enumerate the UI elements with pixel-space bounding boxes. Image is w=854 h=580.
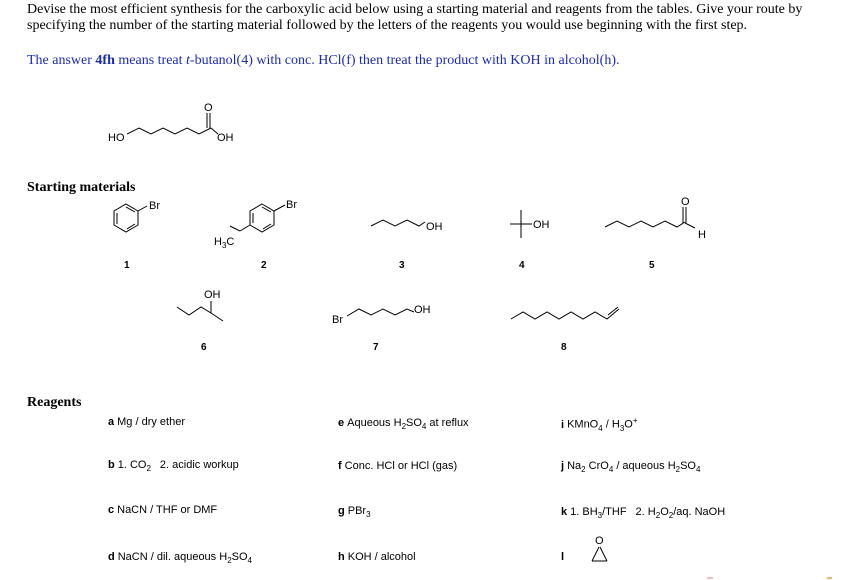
edge-mark bbox=[827, 577, 832, 579]
example-answer bbox=[27, 53, 620, 69]
reagent-j-sub2: 4 bbox=[608, 465, 614, 475]
reagent-j-text4: SO bbox=[680, 460, 696, 472]
reagent-k-part2c: /aq. NaOH bbox=[673, 506, 726, 518]
answer-t: t bbox=[186, 53, 190, 68]
sm-number-4: 4 bbox=[519, 260, 525, 271]
reagent-h-text: KOH / alcohol bbox=[347, 551, 416, 563]
sm2-ch3-label: $H_3C$ bbox=[214, 236, 235, 250]
reagent-b-key: b bbox=[108, 459, 115, 471]
reagent-g-text: PBr bbox=[347, 505, 367, 517]
reagent-j-text: Na bbox=[567, 460, 582, 472]
sm-number-1: 1 bbox=[124, 260, 130, 271]
reagent-f-key: f bbox=[338, 460, 342, 472]
reagent-k-sub2: 2 bbox=[655, 511, 661, 521]
sm-number-3: 3 bbox=[399, 260, 405, 271]
reagent-i-sub2: 3 bbox=[619, 423, 625, 433]
sm-number-8: 8 bbox=[561, 342, 567, 353]
reagent-j-sub1: 2 bbox=[581, 465, 586, 475]
reagent-j-key: j bbox=[561, 460, 565, 472]
reagent-i bbox=[561, 416, 638, 433]
reagent-j-sub3: 2 bbox=[675, 465, 681, 475]
reagent-k bbox=[561, 506, 725, 520]
target-carbonyl-o: O bbox=[204, 102, 213, 114]
reagent-k-sub3: 2 bbox=[668, 511, 674, 521]
reagent-c-key: c bbox=[108, 504, 115, 516]
reagent-k-part1b: /THF bbox=[602, 506, 627, 518]
sm-number-2: 2 bbox=[261, 260, 267, 271]
starting-material-6 bbox=[172, 284, 232, 324]
reagent-d-sub2: 4 bbox=[247, 556, 252, 566]
sm2-br-label: Br bbox=[286, 199, 297, 211]
reagent-b bbox=[108, 459, 239, 473]
reagent-b-part1: 1. CO bbox=[117, 459, 147, 471]
sm-number-7: 7 bbox=[373, 342, 379, 353]
reagent-l-key: l bbox=[561, 551, 565, 563]
reagent-j-sub4: 4 bbox=[696, 465, 701, 475]
reagent-b-part2: 2. acidic workup bbox=[159, 459, 239, 471]
sm7-oh-label: OH bbox=[414, 304, 431, 316]
reagent-c-text: NaCN / THF or DMF bbox=[117, 504, 218, 516]
starting-material-5 bbox=[600, 193, 710, 243]
reagent-b-sub1: 2 bbox=[146, 464, 151, 474]
starting-material-1 bbox=[105, 196, 165, 246]
reagent-e-sub2: 4 bbox=[421, 422, 427, 432]
reagent-k-part2: 2. H bbox=[635, 506, 656, 518]
target-molecule bbox=[100, 96, 250, 148]
reagent-f-text: Conc. HCl or HCl (gas) bbox=[344, 460, 458, 472]
reagent-d-text2: SO bbox=[231, 551, 248, 563]
reagent-e bbox=[338, 417, 469, 431]
sm5-o-label: O bbox=[681, 196, 690, 208]
reagent-c bbox=[108, 504, 217, 516]
reagent-k-part2b: O bbox=[660, 506, 669, 518]
reagent-k-sub1: 3 bbox=[597, 511, 603, 521]
reagent-g-key: g bbox=[338, 505, 345, 517]
reagents-heading: Reagents bbox=[27, 395, 82, 410]
reagent-i-text2: / H bbox=[602, 418, 620, 431]
reagent-i-sub1: 4 bbox=[598, 423, 603, 433]
reagent-j-text2: CrO bbox=[585, 460, 609, 472]
question-text: Devise the most efficient synthesis for the carboxylic acid below using a starting material and reagents from the tables. Give your route by specifying the number of the starting material followed by the letters of the reagents you would use beginning with the first step. bbox=[27, 2, 803, 33]
reagent-i-sup: + bbox=[632, 416, 638, 425]
reagent-h-key: h bbox=[338, 551, 345, 563]
starting-material-7 bbox=[330, 298, 450, 328]
reagent-i-text: KMnO bbox=[567, 418, 599, 431]
sm4-oh-label: OH bbox=[533, 219, 550, 231]
sm5-h-label: H bbox=[698, 229, 706, 241]
starting-material-3 bbox=[368, 212, 458, 242]
reagent-e-key: e bbox=[338, 417, 345, 429]
answer-rest: -butanol(4) with conc. HCl(f) then treat the product with KOH in alcohol(h). bbox=[189, 53, 620, 68]
sm7-br-label: Br bbox=[332, 314, 343, 326]
reagent-e-text: Aqueous H bbox=[347, 417, 402, 429]
answer-prefix: The answer bbox=[27, 53, 96, 68]
reagent-i-text3: O bbox=[624, 418, 633, 431]
reagent-d bbox=[108, 551, 252, 565]
reagent-i-key: i bbox=[561, 418, 565, 431]
starting-materials-heading: Starting materials bbox=[27, 180, 136, 195]
reagent-f bbox=[338, 460, 457, 472]
sm6-oh-label: OH bbox=[204, 289, 221, 301]
reagent-a-text: Mg / dry ether bbox=[117, 416, 185, 428]
reagent-j bbox=[561, 460, 700, 474]
sm-number-5: 5 bbox=[649, 260, 655, 271]
reagent-j-text3: / aqueous H bbox=[613, 460, 676, 472]
answer-code: 4fh bbox=[95, 53, 115, 68]
reagent-e-sub1: 2 bbox=[401, 422, 407, 432]
target-ho-label: HO bbox=[108, 132, 125, 144]
reagent-e-text3: at reflux bbox=[426, 417, 469, 429]
reagent-k-key: k bbox=[561, 506, 568, 518]
sm-number-6: 6 bbox=[201, 342, 207, 353]
reagent-a bbox=[108, 416, 185, 428]
reagent-d-key: d bbox=[108, 551, 115, 563]
starting-material-4 bbox=[505, 205, 565, 245]
starting-material-2 bbox=[210, 196, 310, 251]
reagent-l-o-label: O bbox=[595, 535, 604, 547]
reagent-e-text2: SO bbox=[406, 417, 422, 429]
reagent-g-sub1: 3 bbox=[366, 510, 371, 520]
answer-mid: means treat bbox=[114, 53, 187, 68]
sm1-br-label: Br bbox=[149, 200, 160, 212]
starting-material-8 bbox=[508, 300, 628, 330]
sm3-oh-label: OH bbox=[426, 221, 443, 233]
reagent-a-key: a bbox=[108, 416, 115, 428]
target-oh-label: OH bbox=[217, 132, 234, 144]
reagent-g bbox=[338, 505, 371, 519]
reagent-d-text: NaCN / dil. aqueous H bbox=[117, 551, 228, 563]
reagent-l bbox=[561, 551, 567, 563]
edge-mark bbox=[707, 577, 713, 579]
reagent-d-sub1: 2 bbox=[227, 556, 232, 566]
reagent-h bbox=[338, 551, 416, 563]
reagent-l-epoxide bbox=[585, 533, 615, 567]
reagent-k-part1: 1. BH bbox=[570, 506, 598, 518]
